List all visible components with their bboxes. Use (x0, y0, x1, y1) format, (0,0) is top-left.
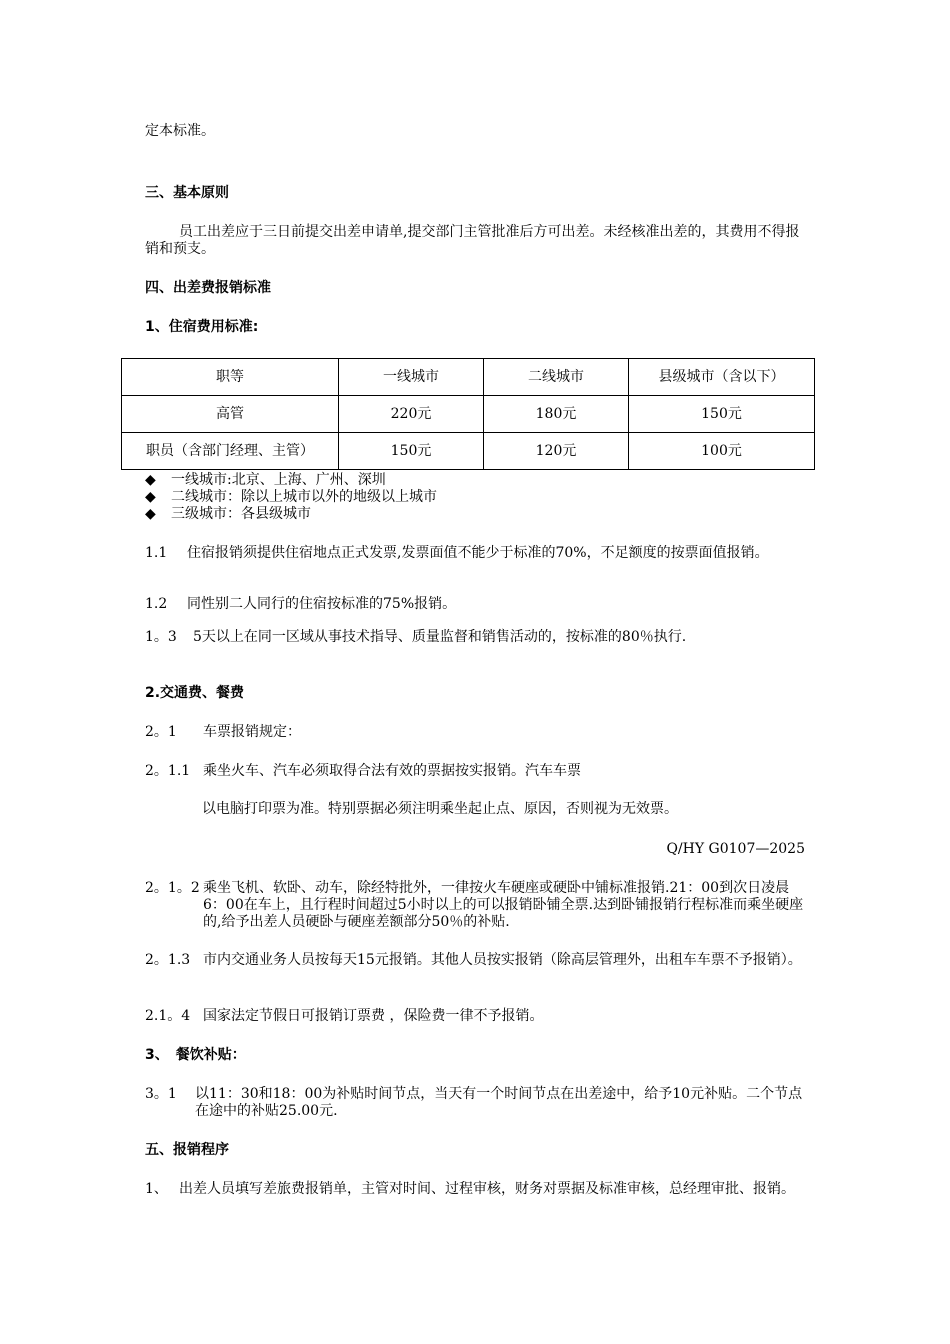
table-header-row (122, 359, 815, 396)
clause-number: 2。1 (145, 724, 177, 740)
clause-1-2 (145, 596, 810, 613)
clause-text: 出差人员填写差旅费报销单，主管对时间、过程审核，财务对票据及标准审核，总经理审批、报销。 (179, 1181, 795, 1197)
clause-number: 1.1 (145, 545, 168, 561)
clause-number: 2。1。2 (145, 880, 200, 896)
clause-1-1 (145, 545, 810, 562)
lodging-subheading: 1、住宿费用标准: (145, 319, 259, 335)
clause-text: 国家法定节假日可报销订票费 ，保险费一律不予报销。 (203, 1008, 544, 1024)
document-code: Q/HY G0107—2025 (666, 841, 805, 857)
clause-2-1-2 (145, 880, 810, 931)
city-bullet-item (145, 506, 311, 523)
clause-number: 2.1。4 (145, 1008, 191, 1024)
procedure-item-1 (145, 1181, 810, 1198)
clause-2-1-1-continued: 以电脑打印票为准。特别票据必须注明乘坐起止点、原因，否则视为无效票。 (202, 801, 678, 817)
table-header-cell: 二线城市 (484, 359, 629, 396)
table-cell: 120元 (484, 433, 629, 470)
clause-2-1-4 (145, 1008, 810, 1025)
diamond-bullet-icon: ◆ (145, 489, 156, 505)
clause-text: 乘坐飞机、软卧、动车，除经特批外，一律按火车硬座或硬卧中铺标准报销.21：00到次日凌晨6：00在车上，且行程时间超过5小时以上的可以报销卧铺全票.达到卧铺报销行程标准而乘坐硬座的,给予出差人员硬卧与硬座差额部分50％的补贴. (203, 880, 804, 930)
clause-text: 市内交通业务人员按每天15元报销。其他人员按实报销（除高层管理外，出租车车票不予报销）。 (203, 952, 802, 968)
clause-text: 5天以上在同一区域从事技术指导、质量监督和销售活动的，按标准的80％执行. (193, 629, 687, 645)
bullet-text: 三级城市：各县级城市 (171, 506, 311, 522)
clause-2-1-3 (145, 952, 810, 969)
table-header-cell: 一线城市 (339, 359, 484, 396)
clause-text: 乘坐火车、汽车必须取得合法有效的票据按实报销。汽车车票 (203, 763, 581, 779)
lodging-standard-table (121, 358, 815, 470)
clause-text: 以11：30和18：00为补贴时间节点，当天有一个时间节点在出差途中，给予10元补贴。二个节点在途中的补贴25.00元. (195, 1086, 803, 1119)
table-row (122, 396, 815, 433)
meal-subheading: 3、 餐饮补贴： (145, 1047, 246, 1063)
clause-number: 1。3 (145, 629, 177, 645)
table-header-cell: 职等 (122, 359, 339, 396)
intro-tail: 定本标准。 (145, 123, 215, 139)
clause-number: 3。1 (145, 1086, 177, 1102)
clause-number: 2。1.3 (145, 952, 191, 968)
transport-subheading: 2.交通费、餐费 (145, 685, 245, 701)
city-bullet-item (145, 489, 437, 506)
section-3-heading: 三、基本原则 (145, 185, 229, 201)
section-3-paragraph: 员工出差应于三日前提交出差申请单,提交部门主管批准后方可出差。未经核准出差的，其费用不得报销和预支。 (145, 224, 800, 257)
clause-1-3 (145, 629, 810, 646)
table-cell: 职员（含部门经理、主管） (122, 433, 339, 470)
clause-3-1 (145, 1086, 810, 1120)
diamond-bullet-icon: ◆ (145, 506, 156, 522)
table-cell: 150元 (629, 396, 815, 433)
table-cell: 高管 (122, 396, 339, 433)
table-cell: 180元 (484, 396, 629, 433)
clause-number: 2。1.1 (145, 763, 191, 779)
bullet-text: 二线城市：除以上城市以外的地级以上城市 (171, 489, 437, 505)
clause-text: 车票报销规定： (203, 724, 301, 740)
clause-number: 1、 (145, 1181, 168, 1197)
city-bullet-item (145, 472, 386, 489)
diamond-bullet-icon: ◆ (145, 472, 156, 488)
bullet-text: 一线城市:北京、上海、广州、深圳 (171, 472, 386, 488)
clause-2-1 (145, 724, 810, 741)
section-4-heading: 四、出差费报销标准 (145, 280, 271, 296)
section-5-heading: 五、报销程序 (145, 1142, 229, 1158)
table-cell: 220元 (339, 396, 484, 433)
clause-text: 同性别二人同行的住宿按标准的75%报销。 (187, 596, 457, 612)
table-row (122, 433, 815, 470)
clause-number: 1.2 (145, 596, 168, 612)
table-cell: 100元 (629, 433, 815, 470)
table-cell: 150元 (339, 433, 484, 470)
clause-2-1-1 (145, 763, 810, 780)
table-header-cell: 县级城市（含以下） (629, 359, 815, 396)
clause-text: 住宿报销须提供住宿地点正式发票,发票面值不能少于标准的70%，不足额度的按票面值报销。 (187, 545, 769, 561)
